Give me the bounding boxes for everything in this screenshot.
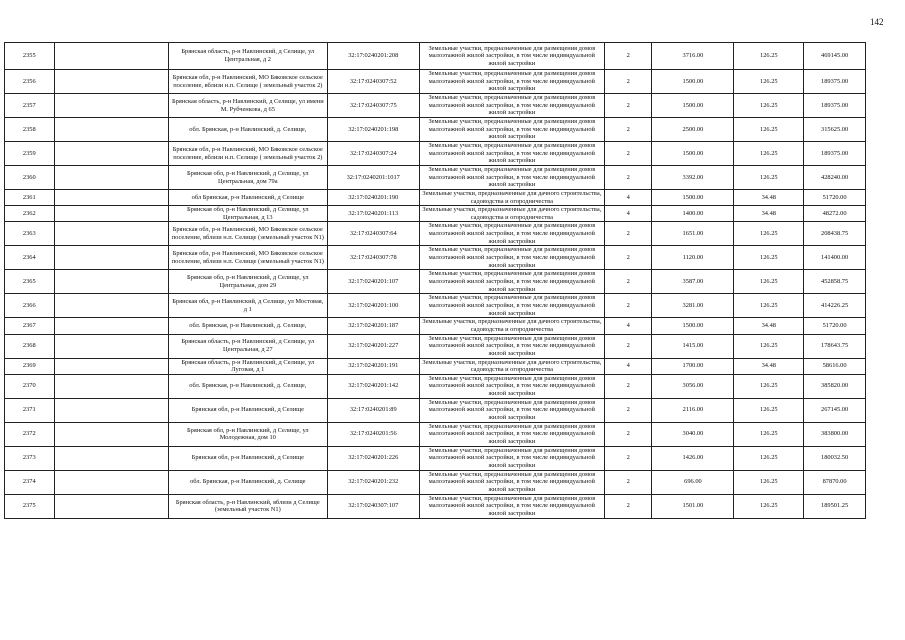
- empty-cell: [54, 374, 168, 398]
- specific-value-cell: 126.25: [734, 494, 804, 518]
- group-cell: 2: [604, 118, 652, 142]
- address-cell: Брянская обл, р-н Навлинский, МО Бяковское сельское поселение, вблизи н.п. Селище ( земельный участок 2): [168, 70, 327, 94]
- area-cell: 2500.00: [652, 118, 734, 142]
- cadastral-number-cell: 32:17:0240201:56: [327, 422, 419, 446]
- group-cell: 2: [604, 334, 652, 358]
- cadastral-number-cell: 32:17:0240201:1017: [327, 166, 419, 190]
- land-use-cell: Земельные участки, предназначенные для размещения домов малоэтажной жилой застройки, в том числе индивидуальной жилой застройки: [419, 270, 604, 294]
- address-cell: Брянская область, р-н Навлинский, д Селище, ул имени М. Рубченкова, д 65: [168, 94, 327, 118]
- land-use-cell: Земельные участки, предназначенные для размещения домов малоэтажной жилой застройки, в том числе индивидуальной жилой застройки: [419, 43, 604, 70]
- group-cell: 2: [604, 398, 652, 422]
- land-use-cell: Земельные участки, предназначенные для размещения домов малоэтажной жилой застройки, в том числе индивидуальной жилой застройки: [419, 470, 604, 494]
- table-row: [5, 70, 866, 94]
- table-row: [5, 222, 866, 246]
- group-cell: 2: [604, 270, 652, 294]
- cadastral-number-cell: 32:17:0240201:232: [327, 470, 419, 494]
- group-cell: 2: [604, 422, 652, 446]
- cadastral-number-cell: 32:17:0240307:24: [327, 142, 419, 166]
- land-use-cell: Земельные участки, предназначенные для размещения домов малоэтажной жилой застройки, в том числе индивидуальной жилой застройки: [419, 70, 604, 94]
- land-use-cell: Земельные участки, предназначенные для размещения домов малоэтажной жилой застройки, в том числе индивидуальной жилой застройки: [419, 166, 604, 190]
- land-use-cell: Земельные участки, предназначенные для размещения домов малоэтажной жилой застройки, в том числе индивидуальной жилой застройки: [419, 422, 604, 446]
- address-cell: Брянская область, р-н Навлинский, д Селище, ул Центральная, д 27: [168, 334, 327, 358]
- address-cell: Брянская обл, р-н Навлинский, д Селище, ул Молодежная, дом 10: [168, 422, 327, 446]
- cadastral-value-cell: 315625.00: [804, 118, 866, 142]
- specific-value-cell: 126.25: [734, 374, 804, 398]
- table-row: [5, 294, 866, 318]
- group-cell: 2: [604, 374, 652, 398]
- empty-cell: [54, 334, 168, 358]
- group-cell: 2: [604, 70, 652, 94]
- table-row: [5, 43, 866, 70]
- area-cell: 1400.00: [652, 206, 734, 222]
- cadastral-number-cell: 32:17:0240307:107: [327, 494, 419, 518]
- area-cell: 1501.00: [652, 494, 734, 518]
- address-cell: Брянская область, р-н Навлинский, д Селище, ул Центральная, д 2: [168, 43, 327, 70]
- cadastral-number-cell: 32:17:0240307:64: [327, 222, 419, 246]
- land-use-cell: Земельные участки, предназначенные для размещения домов малоэтажной жилой застройки, в том числе индивидуальной жилой застройки: [419, 142, 604, 166]
- specific-value-cell: 126.25: [734, 398, 804, 422]
- group-cell: 2: [604, 142, 652, 166]
- area-cell: 3281.00: [652, 294, 734, 318]
- table-row: [5, 270, 866, 294]
- land-use-cell: Земельные участки, предназначенные для дачного строительства, садоводства и огородничества: [419, 206, 604, 222]
- area-cell: 1415.00: [652, 334, 734, 358]
- specific-value-cell: 126.25: [734, 43, 804, 70]
- cadastral-value-cell: 189375.00: [804, 70, 866, 94]
- specific-value-cell: 126.25: [734, 222, 804, 246]
- row-number-cell: 2373: [5, 446, 55, 470]
- cadastral-value-cell: 267145.00: [804, 398, 866, 422]
- row-number-cell: 2359: [5, 142, 55, 166]
- area-cell: 3716.00: [652, 43, 734, 70]
- empty-cell: [54, 270, 168, 294]
- land-use-cell: Земельные участки, предназначенные для размещения домов малоэтажной жилой застройки, в том числе индивидуальной жилой застройки: [419, 222, 604, 246]
- cadastral-number-cell: 32:17:0240201:190: [327, 190, 419, 206]
- row-number-cell: 2365: [5, 270, 55, 294]
- area-cell: 1700.00: [652, 358, 734, 374]
- area-cell: 1500.00: [652, 318, 734, 334]
- area-cell: 1500.00: [652, 70, 734, 94]
- cadastral-number-cell: 32:17:0240201:89: [327, 398, 419, 422]
- empty-cell: [54, 43, 168, 70]
- empty-cell: [54, 246, 168, 270]
- cadastral-number-cell: 32:17:0240201:208: [327, 43, 419, 70]
- land-use-cell: Земельные участки, предназначенные для размещения домов малоэтажной жилой застройки, в том числе индивидуальной жилой застройки: [419, 294, 604, 318]
- land-use-cell: Земельные участки, предназначенные для дачного строительства, садоводства и огородничества: [419, 318, 604, 334]
- cadastral-number-cell: 32:17:0240307:52: [327, 70, 419, 94]
- cadastral-value-cell: 51720.00: [804, 318, 866, 334]
- cadastral-number-cell: 32:17:0240201:100: [327, 294, 419, 318]
- land-use-cell: Земельные участки, предназначенные для дачного строительства, садоводства и огородничества: [419, 358, 604, 374]
- row-number-cell: 2372: [5, 422, 55, 446]
- empty-cell: [54, 206, 168, 222]
- area-cell: 3040.00: [652, 422, 734, 446]
- specific-value-cell: 126.25: [734, 270, 804, 294]
- land-use-cell: Земельные участки, предназначенные для размещения домов малоэтажной жилой застройки, в том числе индивидуальной жилой застройки: [419, 494, 604, 518]
- area-cell: 1500.00: [652, 190, 734, 206]
- address-cell: Брянская обл, р-н Навлинский, д Селище, ул Мостовая, д 1: [168, 294, 327, 318]
- specific-value-cell: 34.48: [734, 190, 804, 206]
- specific-value-cell: 126.25: [734, 118, 804, 142]
- empty-cell: [54, 142, 168, 166]
- group-cell: 2: [604, 43, 652, 70]
- cadastral-value-cell: 383800.00: [804, 422, 866, 446]
- cadastral-value-cell: 208438.75: [804, 222, 866, 246]
- group-cell: 4: [604, 318, 652, 334]
- empty-cell: [54, 94, 168, 118]
- empty-cell: [54, 358, 168, 374]
- table-row: [5, 94, 866, 118]
- empty-cell: [54, 222, 168, 246]
- row-number-cell: 2362: [5, 206, 55, 222]
- group-cell: 4: [604, 358, 652, 374]
- cadastral-number-cell: 32:17:0240307:78: [327, 246, 419, 270]
- specific-value-cell: 34.48: [734, 318, 804, 334]
- area-cell: 1651.00: [652, 222, 734, 246]
- group-cell: 2: [604, 494, 652, 518]
- area-cell: 3587.00: [652, 270, 734, 294]
- table-row: [5, 470, 866, 494]
- address-cell: Брянская обл, р-н Навлинский, д Селище: [168, 398, 327, 422]
- address-cell: обл Брянская, р-н Навлинский, д Селище: [168, 190, 327, 206]
- land-use-cell: Земельные участки, предназначенные для размещения домов малоэтажной жилой застройки, в том числе индивидуальной жилой застройки: [419, 94, 604, 118]
- table-row: [5, 318, 866, 334]
- row-number-cell: 2356: [5, 70, 55, 94]
- cadastral-value-cell: 180032.50: [804, 446, 866, 470]
- area-cell: 1120.00: [652, 246, 734, 270]
- table-row: [5, 118, 866, 142]
- specific-value-cell: 126.25: [734, 334, 804, 358]
- group-cell: 2: [604, 294, 652, 318]
- row-number-cell: 2364: [5, 246, 55, 270]
- table-row: [5, 374, 866, 398]
- cadastral-value-cell: 48272.00: [804, 206, 866, 222]
- cadastral-value-cell: 385820.00: [804, 374, 866, 398]
- table-body: [5, 43, 866, 519]
- page-number: 142: [870, 17, 884, 27]
- cadastral-value-cell: 189375.00: [804, 94, 866, 118]
- cadastral-value-cell: 51720.00: [804, 190, 866, 206]
- address-cell: Брянская обл, р-н Навлинский, МО Бяковское сельское поселение, вблизи н.п. Селище (земельный участок N1): [168, 222, 327, 246]
- land-use-cell: Земельные участки, предназначенные для размещения домов малоэтажной жилой застройки, в том числе индивидуальной жилой застройки: [419, 118, 604, 142]
- group-cell: 2: [604, 166, 652, 190]
- table-row: [5, 142, 866, 166]
- specific-value-cell: 126.25: [734, 142, 804, 166]
- cadastral-value-cell: 189375.00: [804, 142, 866, 166]
- specific-value-cell: 126.25: [734, 470, 804, 494]
- address-cell: обл. Брянская, р-н Навлинский, д. Селище,: [168, 118, 327, 142]
- table-row: [5, 494, 866, 518]
- table-row: [5, 358, 866, 374]
- row-number-cell: 2369: [5, 358, 55, 374]
- cadastral-value-cell: 141400.00: [804, 246, 866, 270]
- empty-cell: [54, 70, 168, 94]
- land-use-cell: Земельные участки, предназначенные для размещения домов малоэтажной жилой застройки, в том числе индивидуальной жилой застройки: [419, 398, 604, 422]
- specific-value-cell: 126.25: [734, 446, 804, 470]
- empty-cell: [54, 446, 168, 470]
- row-number-cell: 2368: [5, 334, 55, 358]
- empty-cell: [54, 494, 168, 518]
- address-cell: обл. Брянская, р-н Навлинский, д. Селище,: [168, 318, 327, 334]
- table-row: [5, 166, 866, 190]
- cadastral-value-cell: 414226.25: [804, 294, 866, 318]
- cadastral-number-cell: 32:17:0240201:107: [327, 270, 419, 294]
- cadastral-value-cell: 87870.00: [804, 470, 866, 494]
- row-number-cell: 2371: [5, 398, 55, 422]
- cadastral-number-cell: 32:17:0240201:113: [327, 206, 419, 222]
- specific-value-cell: 34.48: [734, 206, 804, 222]
- cadastral-number-cell: 32:17:0240307:75: [327, 94, 419, 118]
- cadastral-number-cell: 32:17:0240201:142: [327, 374, 419, 398]
- empty-cell: [54, 470, 168, 494]
- specific-value-cell: 126.25: [734, 422, 804, 446]
- specific-value-cell: 126.25: [734, 70, 804, 94]
- address-cell: обл. Брянская, р-н Навлинский, д. Селище,: [168, 374, 327, 398]
- empty-cell: [54, 190, 168, 206]
- table-row: [5, 190, 866, 206]
- table-row: [5, 334, 866, 358]
- cadastral-value-cell: 189501.25: [804, 494, 866, 518]
- land-use-cell: Земельные участки, предназначенные для дачного строительства, садоводства и огородничества: [419, 190, 604, 206]
- row-number-cell: 2370: [5, 374, 55, 398]
- group-cell: 2: [604, 470, 652, 494]
- row-number-cell: 2366: [5, 294, 55, 318]
- row-number-cell: 2363: [5, 222, 55, 246]
- specific-value-cell: 126.25: [734, 294, 804, 318]
- specific-value-cell: 126.25: [734, 94, 804, 118]
- area-cell: 1500.00: [652, 94, 734, 118]
- empty-cell: [54, 422, 168, 446]
- land-use-cell: Земельные участки, предназначенные для размещения домов малоэтажной жилой застройки, в том числе индивидуальной жилой застройки: [419, 446, 604, 470]
- area-cell: 3392.00: [652, 166, 734, 190]
- cadastral-value-cell: 58616.00: [804, 358, 866, 374]
- area-cell: 2116.00: [652, 398, 734, 422]
- row-number-cell: 2375: [5, 494, 55, 518]
- area-cell: 696.00: [652, 470, 734, 494]
- specific-value-cell: 34.48: [734, 358, 804, 374]
- address-cell: Брянская обл, р-н Навлинский, д Селище, ул Центральная, дом 79а: [168, 166, 327, 190]
- table-row: [5, 246, 866, 270]
- address-cell: Брянская область, р-н Навлинский, вблизи д Селище (земельный участок N1): [168, 494, 327, 518]
- land-use-cell: Земельные участки, предназначенные для размещения домов малоэтажной жилой застройки, в том числе индивидуальной жилой застройки: [419, 334, 604, 358]
- table-row: [5, 446, 866, 470]
- empty-cell: [54, 398, 168, 422]
- land-use-cell: Земельные участки, предназначенные для размещения домов малоэтажной жилой застройки, в том числе индивидуальной жилой застройки: [419, 374, 604, 398]
- cadastral-value-cell: 452858.75: [804, 270, 866, 294]
- specific-value-cell: 126.25: [734, 166, 804, 190]
- row-number-cell: 2374: [5, 470, 55, 494]
- row-number-cell: 2355: [5, 43, 55, 70]
- cadastral-number-cell: 32:17:0240201:227: [327, 334, 419, 358]
- row-number-cell: 2358: [5, 118, 55, 142]
- area-cell: 1426.00: [652, 446, 734, 470]
- address-cell: Брянская обл, р-н Навлинский, д Селище, ул Центральная, д 13: [168, 206, 327, 222]
- land-parcel-table: [4, 42, 866, 519]
- group-cell: 4: [604, 206, 652, 222]
- address-cell: Брянская область, р-н Навлинский, д Селище, ул Луговая, д 1: [168, 358, 327, 374]
- cadastral-number-cell: 32:17:0240201:226: [327, 446, 419, 470]
- empty-cell: [54, 166, 168, 190]
- address-cell: Брянская обл, р-н Навлинский, д Селище: [168, 446, 327, 470]
- group-cell: 4: [604, 190, 652, 206]
- address-cell: обл. Брянская, р-н Навлинский, д. Селище: [168, 470, 327, 494]
- cadastral-value-cell: 178643.75: [804, 334, 866, 358]
- empty-cell: [54, 318, 168, 334]
- cadastral-value-cell: 428240.00: [804, 166, 866, 190]
- group-cell: 2: [604, 94, 652, 118]
- group-cell: 2: [604, 222, 652, 246]
- cadastral-number-cell: 32:17:0240201:191: [327, 358, 419, 374]
- address-cell: Брянская обл, р-н Навлинский, МО Бяковское сельское поселение, вблизи н.п. Селище (земельный участок N1): [168, 246, 327, 270]
- cadastral-number-cell: 32:17:0240201:187: [327, 318, 419, 334]
- empty-cell: [54, 118, 168, 142]
- cadastral-number-cell: 32:17:0240201:198: [327, 118, 419, 142]
- specific-value-cell: 126.25: [734, 246, 804, 270]
- row-number-cell: 2360: [5, 166, 55, 190]
- table-row: [5, 422, 866, 446]
- table-row: [5, 206, 866, 222]
- address-cell: Брянская обл, р-н Навлинский, д Селище, ул Центральная, дом 29: [168, 270, 327, 294]
- row-number-cell: 2361: [5, 190, 55, 206]
- area-cell: 3056.00: [652, 374, 734, 398]
- table-row: [5, 398, 866, 422]
- area-cell: 1500.00: [652, 142, 734, 166]
- address-cell: Брянская обл, р-н Навлинский, МО Бяковское сельское поселение, вблизи н.п. Селище ( земельный участок 2): [168, 142, 327, 166]
- row-number-cell: 2357: [5, 94, 55, 118]
- land-use-cell: Земельные участки, предназначенные для размещения домов малоэтажной жилой застройки, в том числе индивидуальной жилой застройки: [419, 246, 604, 270]
- group-cell: 2: [604, 446, 652, 470]
- group-cell: 2: [604, 246, 652, 270]
- empty-cell: [54, 294, 168, 318]
- row-number-cell: 2367: [5, 318, 55, 334]
- cadastral-value-cell: 469145.00: [804, 43, 866, 70]
